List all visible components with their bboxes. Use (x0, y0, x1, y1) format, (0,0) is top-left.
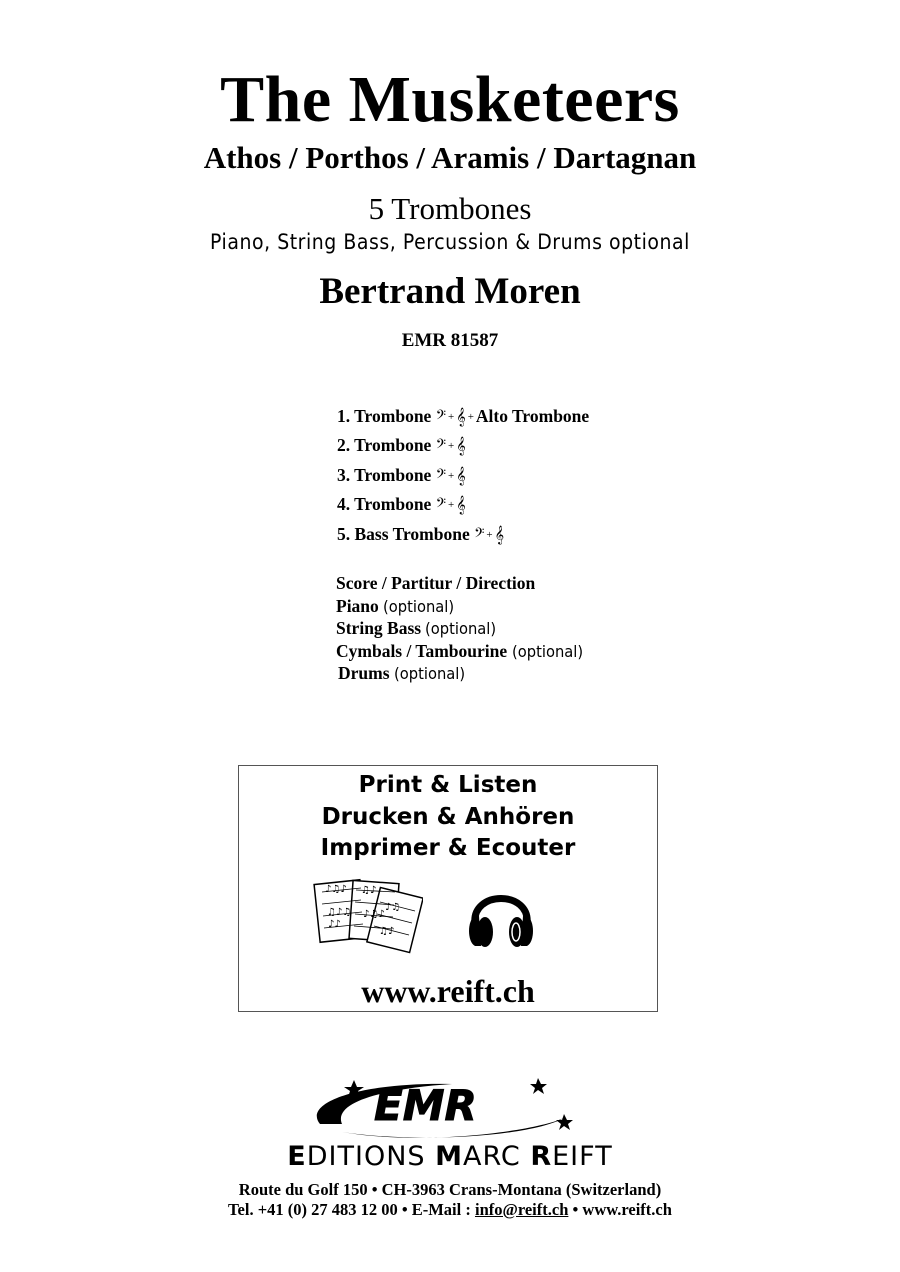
publisher-address: Route du Golf 150 • CH-3963 Crans-Montana (Switzerland) (238, 1180, 662, 1199)
bass-clef-icon: 𝄢 (435, 436, 446, 455)
part-item: 5. Bass Trombone 𝄢 + 𝄞 (337, 524, 505, 544)
extra-name: Piano (336, 596, 379, 616)
bass-clef-icon: 𝄢 (435, 495, 446, 514)
extra-name: Score / Partitur / Direction (336, 573, 536, 593)
star-icon (556, 1114, 573, 1130)
print-listen-fr: Imprimer & Ecouter (320, 835, 576, 861)
svg-text:♪♫: ♪♫ (385, 902, 401, 913)
part-label: 5. Bass Trombone (337, 524, 470, 544)
part-label: 2. Trombone (337, 435, 432, 455)
publisher-web: • www.reift.ch (568, 1200, 672, 1219)
extra-item (336, 595, 461, 618)
part-item: 2. Trombone 𝄢 + 𝄞 (337, 435, 466, 455)
print-listen-box (238, 765, 658, 1012)
instrumentation: 5 Trombones (368, 191, 532, 226)
catalog-number: EMR 81587 (401, 330, 499, 351)
svg-text:♪♫♪: ♪♫♪ (325, 884, 347, 895)
bass-clef-icon: 𝄢 (474, 525, 485, 544)
piece-subtitle: Athos / Porthos / Aramis / Dartagnan (203, 140, 697, 175)
website-url: www.reift.ch (361, 973, 535, 1009)
extra-item (336, 572, 535, 594)
extra-note: (optional) (393, 664, 466, 683)
publisher-name: EDITIONS MARC REIFT (287, 1141, 613, 1172)
treble-clef-icon: 𝄞 (456, 436, 466, 455)
sheet-music-icon (311, 874, 423, 954)
publisher-contact (0, 1200, 900, 1220)
extra-note: (optional) (383, 597, 455, 616)
extra-item (338, 662, 471, 685)
treble-clef-icon: 𝄞 (456, 407, 466, 426)
composer-name: Bertrand Moren (319, 271, 581, 312)
print-listen-en: Print & Listen (358, 772, 538, 798)
part-label: 4. Trombone (337, 494, 432, 514)
treble-clef-icon: 𝄞 (456, 466, 466, 485)
svg-text:♫♪: ♫♪ (379, 926, 395, 937)
email-link[interactable]: info@reift.ch (474, 1200, 569, 1219)
logo-text: EMR (374, 1081, 477, 1130)
svg-text:♫♪♫: ♫♪♫ (327, 907, 352, 918)
extra-name: Drums (338, 663, 390, 683)
extra-name: Cymbals / Tambourine (336, 641, 508, 661)
extra-item (336, 617, 503, 640)
bass-clef-icon: 𝄢 (435, 466, 446, 485)
publisher-tel: Tel. +41 (0) 27 483 12 00 • E-Mail : (228, 1200, 475, 1219)
part-suffix: Alto Trombone (475, 406, 590, 426)
emr-logo (302, 1074, 578, 1142)
headphones-icon (465, 876, 537, 956)
part-item: 3. Trombone 𝄢 + 𝄞 (337, 465, 466, 485)
extra-note: (optional) (425, 619, 497, 638)
optional-instruments: Piano, String Bass, Percussion & Drums optional (210, 230, 690, 254)
svg-text:♪♫♪: ♪♫♪ (363, 909, 385, 920)
treble-clef-icon: 𝄞 (456, 495, 466, 514)
part-label: 3. Trombone (337, 465, 432, 485)
extra-note: (optional) (511, 642, 583, 661)
print-listen-de: Drucken & Anhören (321, 804, 575, 830)
piece-title: The Musketeers (220, 63, 680, 136)
part-label: 1. Trombone (337, 406, 432, 426)
bass-clef-icon: 𝄢 (435, 407, 446, 426)
star-icon (530, 1078, 547, 1094)
svg-text:♪♪: ♪♪ (328, 919, 341, 930)
part-item: 4. Trombone 𝄢 + 𝄞 (337, 494, 466, 514)
part-item: 1. Trombone 𝄢 + 𝄞 + Alto Trombone (337, 406, 590, 426)
extra-name: String Bass (336, 618, 422, 638)
svg-text:♫♪: ♫♪ (361, 885, 377, 896)
extra-item (336, 640, 589, 663)
treble-clef-icon: 𝄞 (494, 525, 505, 544)
